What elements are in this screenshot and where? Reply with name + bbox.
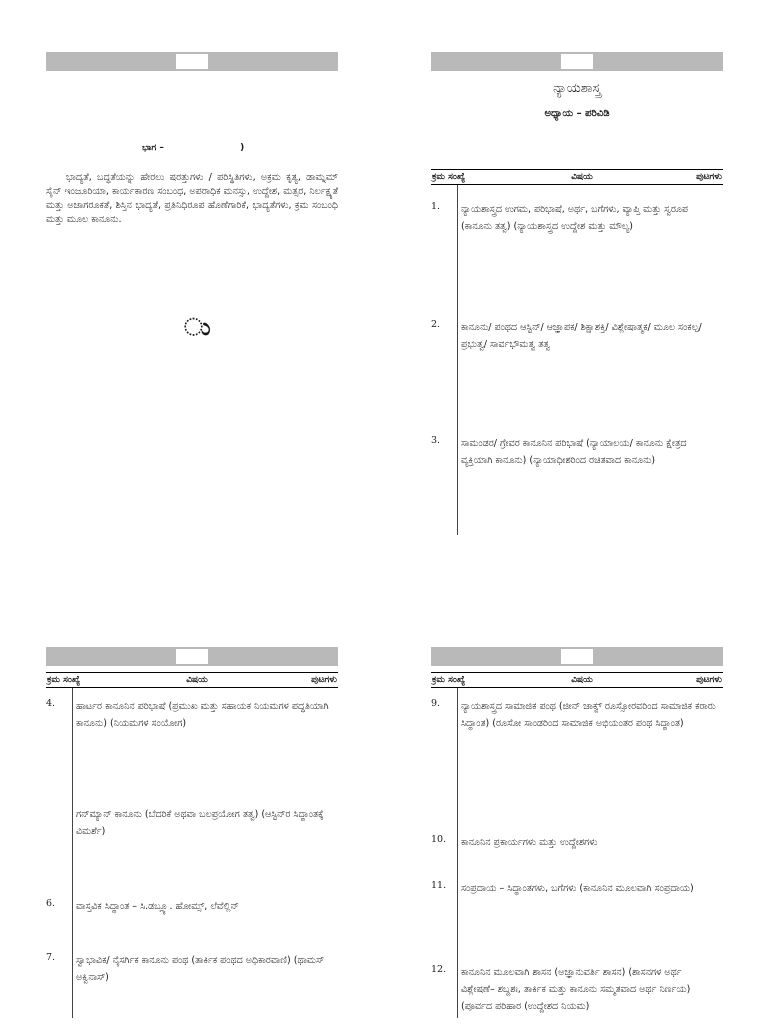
- contents-rows: 1. ನ್ಯಾಯಶಾಸ್ತ್ರದ ಉಗಮ, ಪರಿಭಾಷೆ, ಅರ್ಥ, ಬಗೆಗಳು, ವ್ಯಾಪ್ತಿ ಮತ್ತು ಸ್ವರೂಪ (ಕಾನೂನು ತತ್ವ) (ನ್ಯಾಯಶಾಸ್ತ್ರದ ಉದ್ದೇಶ ಮತ್ತು ಮೌಲ್ಯ) 2. ಕಾನೂನು/ ಪಂಥದ ಆಸ್ಟಿನ್/ ಆಜ್ಞಾಪಕ/ ಶಿಕ್ಷಾಶಕ್ತಿ/ ವಿಶ್ಲೇಷಾತ್ಮಕ/ ಮೂಲ ಸಂಕಲ್ಪ/ ಪ್ರಭುತ್ವ/ ಸಾರ್ವಭೌಮತ್ವ ತತ್ವ 3. ಸಾಮಂಡರ/ ಗ್ರೇವರ ಕಾನೂನಿನ ಪರಿಭಾಷೆ (ನ್ಯಾಯಾಲಯ/ ಕಾನೂನು ಕ್ಷೇತ್ರದ ವ್ಯಕ್ತಿಯಾಗಿ ಕಾನೂನು) (ನ್ಯಾಯಾಧೀಶರಿಂದ ರಚಿತವಾದ ಕಾನೂನು): [431, 185, 723, 535]
- column-divider: [457, 185, 458, 535]
- page-panel-2: [431, 52, 723, 535]
- page-panel-4: [431, 647, 723, 1018]
- page-number-box: [176, 649, 208, 664]
- contents-header: [46, 672, 338, 688]
- col-header-subject: ವಿಷಯ: [493, 170, 671, 185]
- page-subtitle: ಅಧ್ಯಾಯ – ಪರಿವಿಡಿ: [544, 108, 610, 119]
- column-divider: [457, 688, 458, 1018]
- contents-rows: 9. ನ್ಯಾಯಶಾಸ್ತ್ರದ ಸಾಮಾಜಿಕ ಪಂಥ (ಜೀನ್ ಜಾಕ್ವ್ ರೂಸ್ಸೋರವರಿಂದ ಸಾಮಾಜಿಕ ಕರಾರು ಸಿದ್ಧಾಂತ) (ರೂಸೋ ಸಾಂಡರಿಂದ ಸಾಮಾಜಿಕ ಅಭಿಯಂತರ ಪಂಥ ಸಿದ್ಧಾಂತ) 10. ಕಾನೂನಿನ ಪ್ರಕಾರ್ಯಗಳು ಮತ್ತು ಉದ್ದೇಶಗಳು 11. ಸಂಪ್ರದಾಯ – ಸಿದ್ಧಾಂತಗಳು, ಬಗೆಗಳು (ಕಾನೂನಿನ ಮೂಲವಾಗಿ ಸಂಪ್ರದಾಯ) 12. ಕಾನೂನಿನ ಮೂಲವಾಗಿ ಶಾಸನ (ಅಜ್ಞಾನುವರ್ತಿ ಶಾಸನ) (ಶಾಸನಗಳ ಅರ್ಥ ವಿಶ್ಲೇಷಣೆ– ಶಬ್ದಶಃ, ತಾರ್ಕಿಕ ಮತ್ತು ಕಾನೂನು ಸಮ್ಮತವಾದ ಅರ್ಥ ನಿರ್ಣಯ) (ಪೂರ್ವದ ಪರಿಹಾರ (ಉದ್ದೇಶದ ನಿಯಮ): [431, 688, 723, 1018]
- page-header-bar: [431, 52, 723, 71]
- page-panel-1: [46, 52, 338, 341]
- page-number-box: [561, 54, 593, 69]
- part-close-paren: ): [240, 143, 245, 153]
- col-header-pages: ಪುಟಗಳು: [286, 673, 338, 688]
- page-number-box: [561, 649, 593, 664]
- col-header-pages: ಪುಟಗಳು: [671, 170, 723, 185]
- col-header-pages: ಪುಟಗಳು: [671, 673, 723, 688]
- page-panel-3: [46, 647, 338, 1018]
- col-header-num: ಕ್ರಮ ಸಂಖ್ಯೆ: [46, 673, 108, 688]
- contents-header: [431, 169, 723, 185]
- col-header-num: ಕ್ರಮ ಸಂಖ್ಯೆ: [431, 673, 493, 688]
- column-divider: [72, 688, 73, 1018]
- contents-rows: 4. ಹಾರ್ಟರ ಕಾನೂನಿನ ಪರಿಭಾಷೆ (ಪ್ರಮುಖ ಮತ್ತು ಸಹಾಯಕ ನಿಯಮಗಳ ಪದ್ಧತಿಯಾಗಿ ಕಾನೂನು) (ನಿಯಮಗಳ ಸಂಯೋಗ) ಗನ್‌ಮ್ಯಾನ್ ಕಾನೂನು (ಬೆದರಿಕೆ ಅಥವಾ ಬಲಪ್ರಯೋಗ ತತ್ವ) (ಆಸ್ಟಿನ್‌ರ ಸಿದ್ಧಾಂತಕ್ಕೆ ವಿಮರ್ಶೆ) 6. ವಾಸ್ತವಿಕ ಸಿದ್ಧಾಂತ – ಸಿ.ಡಬ್ಲ್ಯೂ. ಹೋಮ್ಸ್, ಲೆವೆಲ್ಲಿನ್ 7. ಸ್ವಾಭಾವಿಕ/ ನೈಸರ್ಗಿಕ ಕಾನೂನು ಪಂಥ (ತಾರ್ಕಿಕ ಪಂಥದ ಅಧಿಕಾರವಾಣಿ) (ಥಾಮಸ್ ಅಕ್ವಿನಾಸ್): [46, 688, 338, 1018]
- col-header-num: ಕ್ರಮ ಸಂಖ್ಯೆ: [431, 170, 493, 185]
- part-label: ಭಾಗ –: [142, 143, 164, 153]
- syllabus-paragraph: ಭಾದ್ಯತೆ, ಬದ್ಧತೆಯನ್ನು ಹೇರಲು ಷರತ್ತುಗಳು / ಪರಿಸ್ಥಿತಿಗಳು, ಅಕ್ರಮ ಕೃತ್ಯ, ಡಾಮ್ನಮ್ ಸೈನ್ ಇಂಜೂರಿಯಾ, ಕಾರ್ಯಕಾರಣ ಸಂಬಂಧ, ಅಪರಾಧಿಕ ಮನಸ್ಸು, ಉದ್ದೇಶ, ಮತ್ಸರ, ನಿರ್ಲಕ್ಷ್ಯತೆ ಮತ್ತು ಅಜಾಗರೂಕತೆ, ಶಿಸ್ತಿನ ಭಾದ್ಯತೆ, ಪ್ರತಿನಿಧಿರೂಪ ಹೊಣೆಗಾರಿಕೆ, ಭಾದ್ಯತೆಗಳು, ಕ್ರಮ ಸಂಬಂಧಿ ಮತ್ತು ಮೂಲ ಕಾನೂನು.: [46, 172, 338, 225]
- col-header-subject: ವಿಷಯ: [493, 673, 671, 688]
- contents-header: [431, 672, 723, 688]
- page-header-bar: [46, 647, 338, 666]
- part-heading: [142, 143, 338, 153]
- page-header-bar: [46, 52, 338, 71]
- page-number-box: [176, 54, 208, 69]
- col-header-subject: ವಿಷಯ: [108, 673, 286, 688]
- page-title: ನ್ಯಾಯಶಾಸ್ತ್ರ: [553, 81, 601, 96]
- page-header-bar: [431, 647, 723, 666]
- decorative-glyph: ು: [184, 313, 211, 341]
